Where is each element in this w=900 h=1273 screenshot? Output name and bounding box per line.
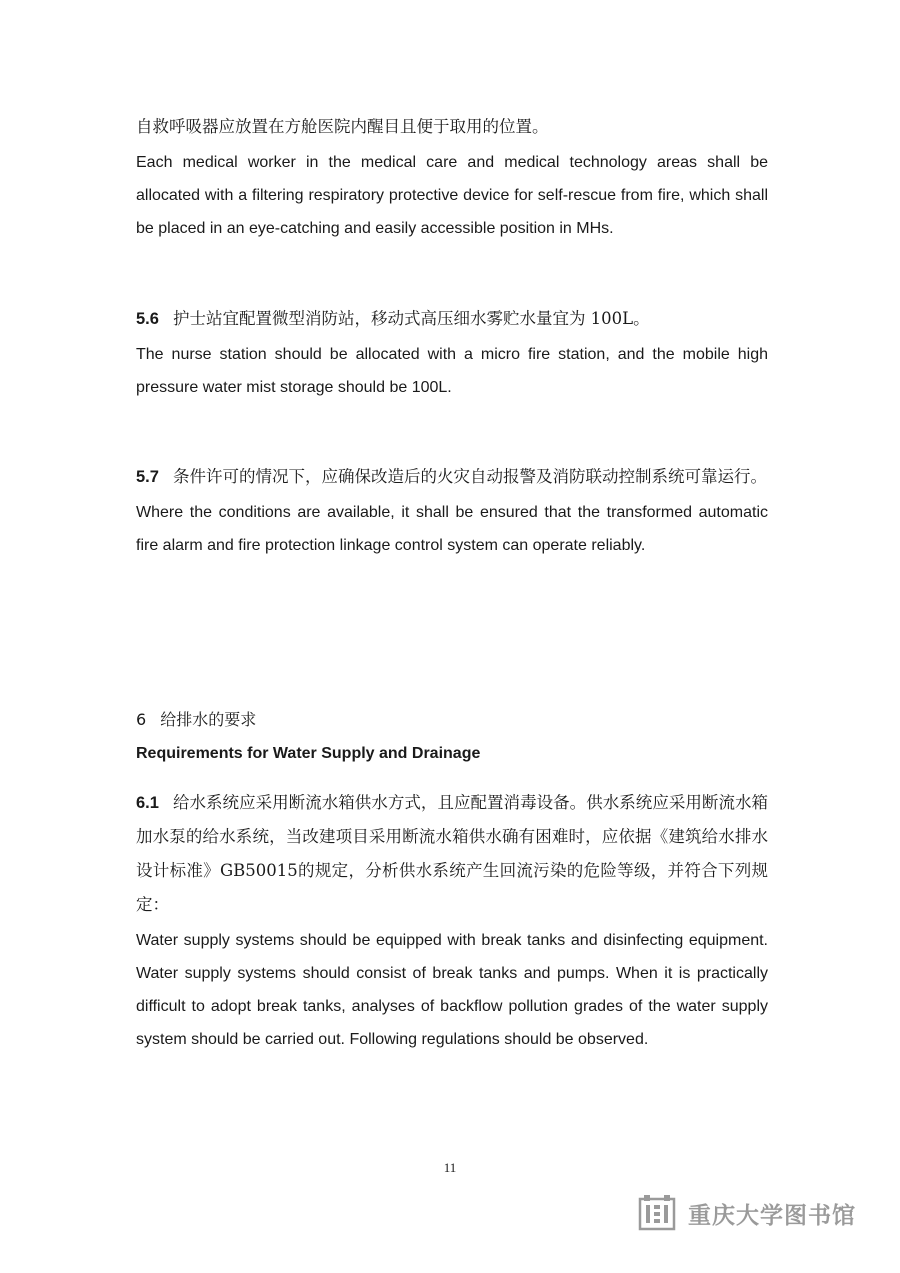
intro-block <box>136 110 768 245</box>
page-number: 11 <box>443 1160 457 1175</box>
clause-text-zh: 护士站宜配置微型消防站，移动式高压细水雾贮水量宜为 100L。 <box>172 309 650 328</box>
clause-number: 6.1 <box>136 794 159 812</box>
library-logo-icon <box>638 1193 676 1233</box>
clause-number: 5.6 <box>136 310 159 328</box>
clause-6-1-zh <box>136 786 768 922</box>
clause-6-1-en: Water supply systems should be equipped with break tanks and disinfecting equipment. Water supply systems should consist of break tanks and pumps. When it is practically difficult to adopt break tanks, analyses of backflow pollution grades of the water supply system should be carried out. Following regulations should be observed. <box>136 932 768 1048</box>
watermark-text: 重庆大学图书馆 <box>688 1202 856 1229</box>
clause-5-7-zh <box>136 460 768 494</box>
clause-5-6-en: The nurse station should be allocated with a micro fire station, and the mobile high pressure water mist storage should be 100L. <box>136 346 768 396</box>
section-heading-zh <box>136 703 768 737</box>
section-heading-en: Requirements for Water Supply and Drainage <box>136 745 481 762</box>
clause-5-6-zh <box>136 302 768 336</box>
section-number: 6 <box>136 710 147 729</box>
section-title-zh: 给排水的要求 <box>160 710 257 729</box>
clause-5-6 <box>136 302 768 404</box>
intro-zh: 自救呼吸器应放置在方舱医院内醒目且便于取用的位置。 <box>136 117 549 136</box>
clause-5-7 <box>136 460 768 562</box>
section-6-heading <box>136 703 768 771</box>
clause-6-1 <box>136 786 768 1056</box>
clause-text-zh: 条件许可的情况下，应确保改造后的火灾自动报警及消防联动控制系统可靠运行。 <box>172 467 767 486</box>
intro-en: Each medical worker in the medical care and medical technology areas shall be allocated with a filtering respiratory protective device for self-rescue from fire, which shall be placed in an eye-catching and easily accessible position in MHs. <box>136 154 768 237</box>
clause-number: 5.7 <box>136 468 159 486</box>
clause-5-7-en: Where the conditions are available, it shall be ensured that the transformed automatic fire alarm and fire protection linkage control system can operate reliably. <box>136 504 768 554</box>
clause-text-zh: 给水系统应采用断流水箱供水方式，且应配置消毒设备。供水系统应采用断流水箱加水泵的给水系统，当改建项目采用断流水箱供水确有困难时，应依据《建筑给水排水设计标准》GB50015的规定，分析供水系统产生回流污染的危险等级，并符合下列规定： <box>136 793 768 914</box>
library-watermark <box>638 1190 856 1236</box>
